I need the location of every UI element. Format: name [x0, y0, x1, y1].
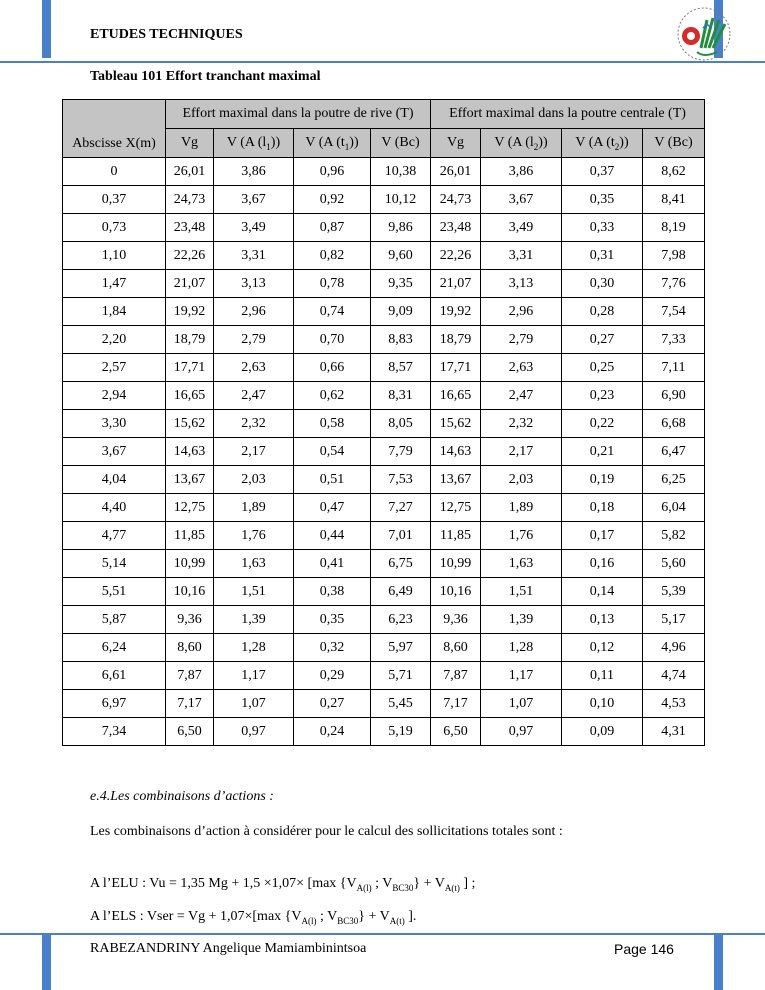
table-cell: 17,71	[431, 354, 481, 382]
table-cell: 0,16	[562, 550, 643, 578]
table-cell: 2,20	[63, 326, 166, 354]
table-cell: 3,13	[481, 270, 562, 298]
table-cell: 8,31	[371, 382, 431, 410]
table-row	[63, 662, 705, 690]
table-row	[63, 718, 705, 746]
table-cell: 1,28	[481, 634, 562, 662]
table-cell: 6,97	[63, 690, 166, 718]
table-cell: 26,01	[166, 158, 214, 186]
table-cell: 6,68	[643, 410, 705, 438]
table-cell: 9,09	[371, 298, 431, 326]
table-cell: 0,82	[294, 242, 371, 270]
table-cell: 5,97	[371, 634, 431, 662]
table-cell: 22,26	[166, 242, 214, 270]
table-cell: 16,65	[431, 382, 481, 410]
table-cell: 1,63	[214, 550, 294, 578]
table-cell: 3,31	[214, 242, 294, 270]
table-cell: 21,07	[166, 270, 214, 298]
table-cell: 1,84	[63, 298, 166, 326]
table-cell: 24,73	[431, 186, 481, 214]
table-cell: 13,67	[431, 466, 481, 494]
col-header-va-t-rive: V (A $(t_1)$)	[294, 129, 371, 158]
table-cell: 6,24	[63, 634, 166, 662]
table-cell: 2,47	[481, 382, 562, 410]
table-cell: 6,75	[371, 550, 431, 578]
table-cell: 3,67	[481, 186, 562, 214]
table-cell: 5,14	[63, 550, 166, 578]
table-row	[63, 634, 705, 662]
table-cell: 9,35	[371, 270, 431, 298]
col-header-va-l-rive: V (A $(l_1)$)	[214, 129, 294, 158]
table-cell: 0,35	[294, 606, 371, 634]
table-cell: 22,26	[431, 242, 481, 270]
table-cell: 1,63	[481, 550, 562, 578]
table-cell: 6,47	[643, 438, 705, 466]
table-cell: 10,99	[431, 550, 481, 578]
table-cell: 0,24	[294, 718, 371, 746]
table-cell: 1,76	[214, 522, 294, 550]
section-title: e.4.Les combinaisons d’actions :	[90, 789, 274, 804]
table-cell: 5,71	[371, 662, 431, 690]
table-cell: 4,74	[643, 662, 705, 690]
elu-formula: A l’ELU : Vu = 1,35 Mg + 1,5 ×1,07× [max {$V_{A(l)}$ ; $V_{BC30}\} + V_{A(t)}$ ] ;	[90, 876, 476, 893]
table-cell: 2,79	[481, 326, 562, 354]
table-cell: 0,38	[294, 578, 371, 606]
table-cell: 4,53	[643, 690, 705, 718]
table-cell: 4,04	[63, 466, 166, 494]
group-header-centrale: Effort maximal dans la poutre centrale (T)	[431, 100, 705, 129]
table-cell: 0,13	[562, 606, 643, 634]
table-cell: 0,97	[214, 718, 294, 746]
table-cell: 19,92	[166, 298, 214, 326]
table-cell: 17,71	[166, 354, 214, 382]
table-cell: 0,78	[294, 270, 371, 298]
table-cell: 0,27	[562, 326, 643, 354]
table-row	[63, 410, 705, 438]
col-header-vg-rive: Vg	[166, 129, 214, 158]
table-cell: 0,41	[294, 550, 371, 578]
table-cell: 4,96	[643, 634, 705, 662]
table-cell: 6,23	[371, 606, 431, 634]
table-cell: 0,25	[562, 354, 643, 382]
table-cell: 7,27	[371, 494, 431, 522]
table-cell: 0,29	[294, 662, 371, 690]
table-cell: 5,87	[63, 606, 166, 634]
table-cell: 9,86	[371, 214, 431, 242]
table-cell: 1,17	[481, 662, 562, 690]
table-row	[63, 270, 705, 298]
table-cell: 1,39	[214, 606, 294, 634]
table-cell: 0,10	[562, 690, 643, 718]
table-cell: 0,66	[294, 354, 371, 382]
table-cell: 0,23	[562, 382, 643, 410]
table-row	[63, 578, 705, 606]
header-title: ETUDES TECHNIQUES	[90, 27, 243, 42]
table-cell: 0,19	[562, 466, 643, 494]
table-cell: 6,50	[431, 718, 481, 746]
table-cell: 3,13	[214, 270, 294, 298]
table-cell: 1,76	[481, 522, 562, 550]
table-cell: 5,17	[643, 606, 705, 634]
table-cell: 0,09	[562, 718, 643, 746]
table-cell: 15,62	[166, 410, 214, 438]
table-cell: 7,33	[643, 326, 705, 354]
table-cell: 21,07	[431, 270, 481, 298]
table-cell: 1,28	[214, 634, 294, 662]
col-header-va-l-centrale: V (A $(l_2)$)	[481, 129, 562, 158]
table-cell: 10,99	[166, 550, 214, 578]
table-cell: 2,63	[214, 354, 294, 382]
table-cell: 0,97	[481, 718, 562, 746]
table-cell: 10,16	[166, 578, 214, 606]
shear-force-table	[62, 99, 705, 746]
table-cell: 7,87	[431, 662, 481, 690]
table-cell: 0,96	[294, 158, 371, 186]
table-cell: 8,83	[371, 326, 431, 354]
table-row	[63, 354, 705, 382]
table-cell: 0,28	[562, 298, 643, 326]
table-cell: 3,30	[63, 410, 166, 438]
col-header-vbc-centrale: V (Bc)	[643, 129, 705, 158]
table-cell: 8,60	[166, 634, 214, 662]
table-cell: 4,77	[63, 522, 166, 550]
table-cell: 5,82	[643, 522, 705, 550]
table-cell: 0,74	[294, 298, 371, 326]
table-cell: 0,87	[294, 214, 371, 242]
group-header-rive: Effort maximal dans la poutre de rive (T)	[166, 100, 431, 129]
table-cell: 0,21	[562, 438, 643, 466]
table-cell: 18,79	[166, 326, 214, 354]
table-cell: 7,11	[643, 354, 705, 382]
table-cell: 3,86	[214, 158, 294, 186]
table-cell: 7,34	[63, 718, 166, 746]
table-row	[63, 522, 705, 550]
table-row	[63, 690, 705, 718]
table-cell: 2,32	[481, 410, 562, 438]
table-cell: 7,54	[643, 298, 705, 326]
table-cell: 26,01	[431, 158, 481, 186]
table-cell: 24,73	[166, 186, 214, 214]
table-cell: 7,17	[431, 690, 481, 718]
table-row	[63, 382, 705, 410]
table-cell: 0,11	[562, 662, 643, 690]
table-cell: 3,67	[214, 186, 294, 214]
table-cell: 23,48	[166, 214, 214, 242]
table-cell: 3,86	[481, 158, 562, 186]
table-cell: 11,85	[166, 522, 214, 550]
table-row	[63, 494, 705, 522]
table-cell: 8,41	[643, 186, 705, 214]
col-header-abscisse: Abscisse X(m)	[63, 100, 166, 158]
table-cell: 1,10	[63, 242, 166, 270]
table-cell: 5,51	[63, 578, 166, 606]
table-cell: 14,63	[431, 438, 481, 466]
table-cell: 6,61	[63, 662, 166, 690]
table-cell: 10,12	[371, 186, 431, 214]
table-cell: 2,32	[214, 410, 294, 438]
table-cell: 2,96	[481, 298, 562, 326]
table-row	[63, 466, 705, 494]
table-cell: 0,22	[562, 410, 643, 438]
table-cell: 6,49	[371, 578, 431, 606]
institution-logo-icon	[667, 6, 741, 62]
table-cell: 1,17	[214, 662, 294, 690]
table-cell: 12,75	[431, 494, 481, 522]
table-cell: 0,32	[294, 634, 371, 662]
table-cell: 8,62	[643, 158, 705, 186]
table-cell: 3,49	[481, 214, 562, 242]
table-cell: 7,53	[371, 466, 431, 494]
table-cell: 8,19	[643, 214, 705, 242]
table-row	[63, 550, 705, 578]
footer-author: RABEZANDRINY Angelique Mamiambinintsoa	[90, 941, 367, 956]
footer-rule	[0, 933, 765, 935]
table-row	[63, 438, 705, 466]
table-cell: 0,51	[294, 466, 371, 494]
table-row	[63, 326, 705, 354]
table-cell: 2,79	[214, 326, 294, 354]
table-cell: 7,01	[371, 522, 431, 550]
table-cell: 6,50	[166, 718, 214, 746]
table-cell: 9,60	[371, 242, 431, 270]
table-cell: 2,96	[214, 298, 294, 326]
table-cell: 0,33	[562, 214, 643, 242]
table-cell: 1,89	[481, 494, 562, 522]
table-cell: 2,03	[481, 466, 562, 494]
table-cell: 0,62	[294, 382, 371, 410]
table-row	[63, 606, 705, 634]
footer-left-bar	[42, 935, 51, 990]
els-formula: A l’ELS : Vser = Vg + 1,07×[max {$V_{A(l)}$ ; $V_{BC30}\} + V_{A(t)}$ ].	[90, 909, 417, 926]
table-cell: 9,36	[166, 606, 214, 634]
table-cell: 9,36	[431, 606, 481, 634]
table-cell: 0,44	[294, 522, 371, 550]
table-cell: 6,04	[643, 494, 705, 522]
table-cell: 0	[63, 158, 166, 186]
table-cell: 2,17	[214, 438, 294, 466]
table-cell: 1,07	[214, 690, 294, 718]
table-cell: 0,47	[294, 494, 371, 522]
table-cell: 2,57	[63, 354, 166, 382]
table-cell: 13,67	[166, 466, 214, 494]
table-cell: 15,62	[431, 410, 481, 438]
table-cell: 11,85	[431, 522, 481, 550]
table-row	[63, 298, 705, 326]
table-caption: Tableau 101 Effort tranchant maximal	[90, 69, 321, 84]
section-paragraph: Les combinaisons d’action à considérer pour le calcul des sollicitations totales sont :	[90, 824, 563, 839]
page-number: Page 146	[614, 941, 674, 957]
table-cell: 5,19	[371, 718, 431, 746]
header-rule	[0, 61, 765, 63]
table-cell: 6,90	[643, 382, 705, 410]
col-header-va-t-centrale: V (A $(t_2)$)	[562, 129, 643, 158]
table-cell: 5,39	[643, 578, 705, 606]
table-cell: 3,31	[481, 242, 562, 270]
table-cell: 8,05	[371, 410, 431, 438]
footer-right-bar	[714, 935, 723, 990]
table-cell: 23,48	[431, 214, 481, 242]
table-row	[63, 158, 705, 186]
table-cell: 0,58	[294, 410, 371, 438]
table-cell: 0,73	[63, 214, 166, 242]
table-cell: 2,47	[214, 382, 294, 410]
table-cell: 0,37	[63, 186, 166, 214]
table-cell: 4,40	[63, 494, 166, 522]
table-cell: 14,63	[166, 438, 214, 466]
table-cell: 2,17	[481, 438, 562, 466]
table-cell: 5,45	[371, 690, 431, 718]
table-row	[63, 186, 705, 214]
table-body	[63, 158, 705, 746]
table-cell: 0,35	[562, 186, 643, 214]
table-cell: 4,31	[643, 718, 705, 746]
table-row	[63, 214, 705, 242]
table-cell: 0,31	[562, 242, 643, 270]
col-header-vbc-rive: V (Bc)	[371, 129, 431, 158]
table-cell: 1,47	[63, 270, 166, 298]
table-cell: 0,37	[562, 158, 643, 186]
table-cell: 0,92	[294, 186, 371, 214]
table-cell: 5,60	[643, 550, 705, 578]
table-cell: 2,63	[481, 354, 562, 382]
table-cell: 7,98	[643, 242, 705, 270]
table-row	[63, 242, 705, 270]
table-cell: 18,79	[431, 326, 481, 354]
table-cell: 2,03	[214, 466, 294, 494]
table-cell: 1,39	[481, 606, 562, 634]
table-cell: 12,75	[166, 494, 214, 522]
table-cell: 1,07	[481, 690, 562, 718]
table-cell: 7,87	[166, 662, 214, 690]
table-cell: 0,30	[562, 270, 643, 298]
col-header-vg-centrale: Vg	[431, 129, 481, 158]
table-cell: 16,65	[166, 382, 214, 410]
table-cell: 0,17	[562, 522, 643, 550]
table-cell: 7,76	[643, 270, 705, 298]
table-cell: 8,60	[431, 634, 481, 662]
table-cell: 1,89	[214, 494, 294, 522]
table-cell: 6,25	[643, 466, 705, 494]
table-cell: 3,67	[63, 438, 166, 466]
table-cell: 1,51	[481, 578, 562, 606]
header-left-bar	[42, 0, 51, 58]
table-cell: 8,57	[371, 354, 431, 382]
table-cell: 10,38	[371, 158, 431, 186]
table-cell: 0,12	[562, 634, 643, 662]
table-cell: 0,14	[562, 578, 643, 606]
table-cell: 0,54	[294, 438, 371, 466]
table-cell: 0,18	[562, 494, 643, 522]
table-cell: 7,79	[371, 438, 431, 466]
table-cell: 0,27	[294, 690, 371, 718]
table-cell: 19,92	[431, 298, 481, 326]
table-cell: 7,17	[166, 690, 214, 718]
table-cell: 0,70	[294, 326, 371, 354]
table-cell: 3,49	[214, 214, 294, 242]
table-cell: 10,16	[431, 578, 481, 606]
table-cell: 1,51	[214, 578, 294, 606]
table-cell: 2,94	[63, 382, 166, 410]
